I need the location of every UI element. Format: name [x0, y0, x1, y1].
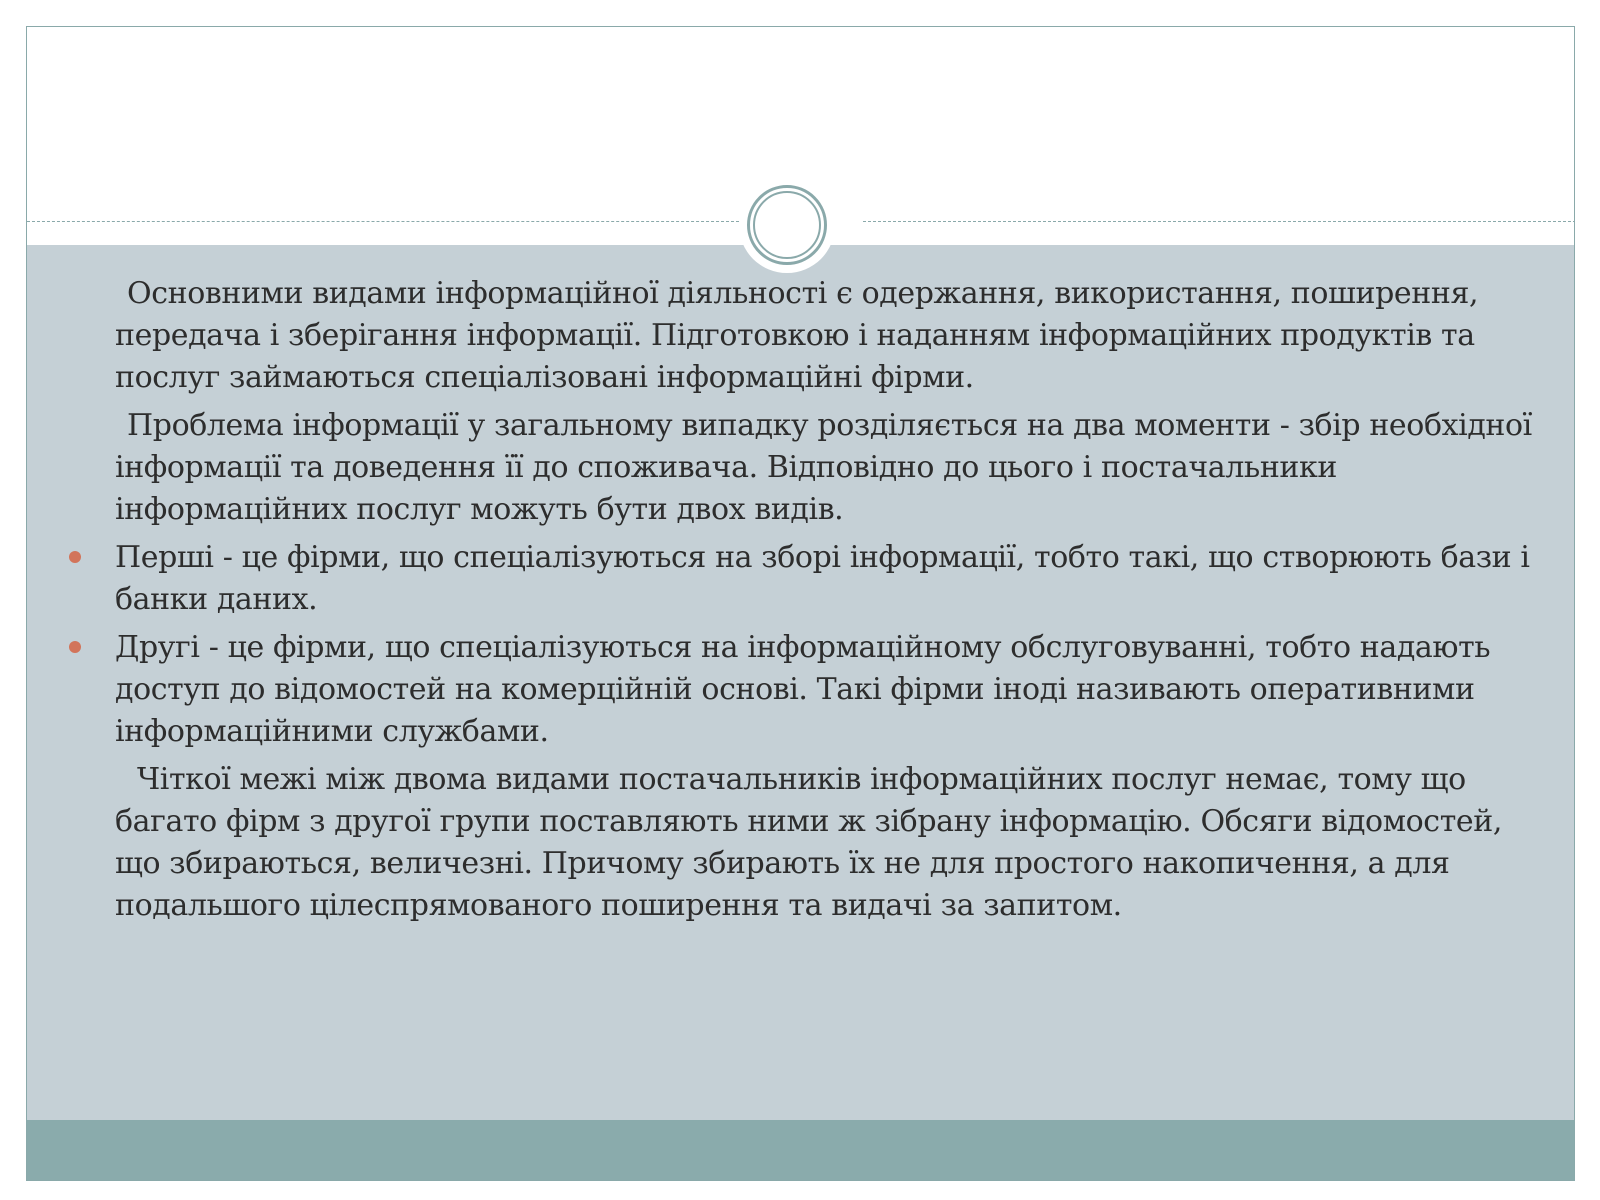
bullet-dot-icon [69, 551, 81, 563]
bullet-item-second [115, 627, 1555, 753]
circle-ornament-icon [739, 177, 835, 273]
bullet-text: Перші - це фірми, що спеціалізуються на зборі інформації, тобто такі, що створюють бази і банки даних. [115, 540, 1530, 617]
title-divider-left [27, 221, 739, 222]
bullet-text: Другі - це фірми, що спеціалізуються на інформаційному обслуговуванні, тобто надають доступ до відомостей на комерційній основі. Такі фірми іноді називають оперативними інформаційними службами. [115, 630, 1491, 749]
slide-body [115, 273, 1555, 933]
footer-band [27, 1120, 1574, 1181]
slide [26, 26, 1575, 1181]
paragraph-closing: Чіткої межі між двома видами постачальників інформаційних послуг немає, тому що багато фірм з другої групи поставляють ними ж зібрану інформацію. Обсяги відомостей, що збираються, величезні. Причому збирають їх не для простого накопичення, а для подальшого цілеспрямованого поширення та видачі за запитом. [115, 762, 1502, 923]
title-divider-right [863, 221, 1575, 222]
paragraph-problem: Проблема інформації у загальному випадку розділяється на два моменти - збір необхідної інформації та доведення її до споживача. Відповідно до цього і постачальники інформаційних послуг можуть бути двох видів. [115, 408, 1532, 527]
paragraph-intro: Основними видами інформаційної діяльності є одержання, використання, поширення, передача і зберігання інформації. Підготовкою і наданням інформаційних продуктів та послуг займаються спеціалізовані інформаційні фірми. [115, 276, 1479, 395]
circle-ring-inner [753, 191, 821, 259]
bullet-dot-icon [69, 641, 81, 653]
bullet-item-first [115, 537, 1555, 621]
